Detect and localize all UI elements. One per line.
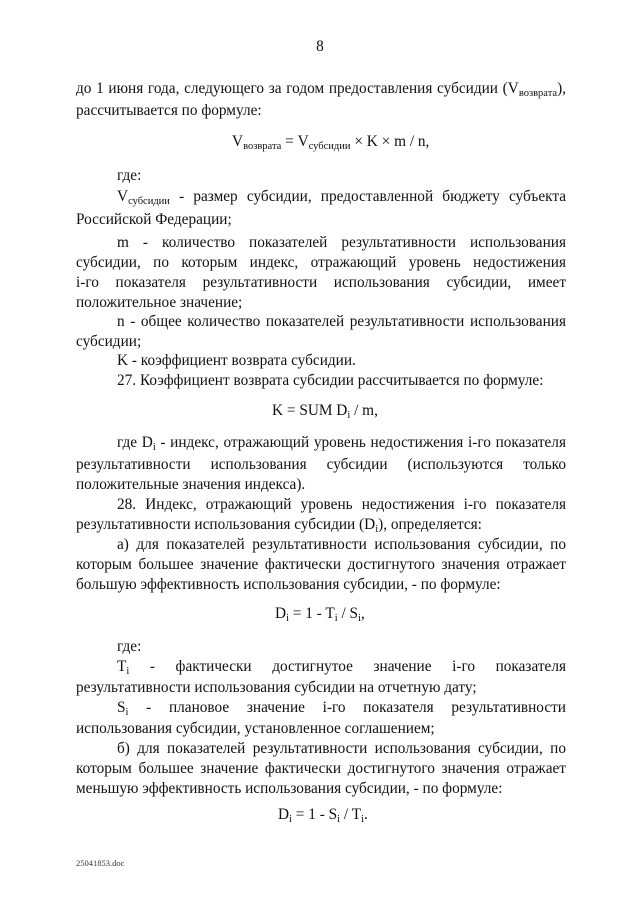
text-line: n - общее количество показателей результативности использования	[117, 313, 566, 330]
text-line: большую эффективность использования субсидии, - по формуле:	[76, 576, 501, 593]
text-line: положительные значения индекса).	[76, 476, 306, 493]
text-line: субсидии, по которым индекс, отражающий уровень недостижения	[76, 254, 566, 271]
text-line: результативности использования субсидии $(D_i)$, определяется:	[76, 516, 482, 535]
formula: K = SUM $D_i$ / m,	[272, 402, 378, 421]
text-line: положительное значение;	[76, 294, 243, 311]
footer-filename: 25041853.doc	[76, 858, 125, 868]
text-line: где:	[117, 167, 142, 184]
text-line: а) для показателей результативности использования субсидии, по	[117, 536, 566, 553]
formula: $D_i = 1 - T_i / S_i$,	[275, 605, 365, 624]
text-line: меньшую эффективность использования субсидии, - по формуле:	[76, 780, 503, 797]
text-line: 28. Индекс, отражающий уровень недостижения i-го показателя	[117, 496, 566, 513]
text-line: Российской Федерации;	[76, 211, 232, 228]
text-line: до 1 июня года, следующего за годом предоставления субсидии $(V_{возврата})$,	[76, 80, 566, 99]
text-line: результативности использования субсидии (используются только	[76, 456, 566, 473]
text-line: где $D_i$ - индекс, отражающий уровень недостижения i-го показателя	[117, 434, 566, 453]
text-line: K - коэффициент возврата субсидии.	[117, 352, 356, 369]
text-line: $T_i$ - фактически достигнутое значение i-го показателя	[117, 658, 566, 677]
text-line: где:	[117, 638, 142, 655]
text-line: результативности использования субсидии на отчетную дату;	[76, 679, 477, 696]
text-line: $S_i$ - плановое значение i-го показателя результативности	[117, 699, 566, 718]
text-line: б) для показателей результативности использования субсидии, по	[117, 740, 566, 757]
text-line: субсидии;	[76, 333, 142, 350]
page-number: 8	[316, 38, 324, 55]
formula: $V_{возврата} = V_{субсидии} \times K \times m / n$,	[232, 133, 430, 152]
text-line: использования субсидии, установленное соглашением;	[76, 720, 435, 737]
text-line: которым большее значение фактически достигнутого значения отражает	[76, 556, 566, 573]
text-line: рассчитывается по формуле:	[76, 102, 262, 119]
formula: $D_i = 1 - S_i / T_i$.	[278, 806, 368, 825]
text-line: m - количество показателей результативности использования	[117, 234, 566, 251]
text-line: 27. Коэффициент возврата субсидии рассчитывается по формуле:	[117, 372, 544, 389]
text-line: которым большее значение фактически достигнутого значения отражает	[76, 760, 566, 777]
text-line: $V_{субсидии}$ - размер субсидии, предоставленной бюджету субъекта	[117, 188, 566, 207]
text-line: i-го показателя результативности использования субсидии, имеет	[76, 274, 566, 291]
